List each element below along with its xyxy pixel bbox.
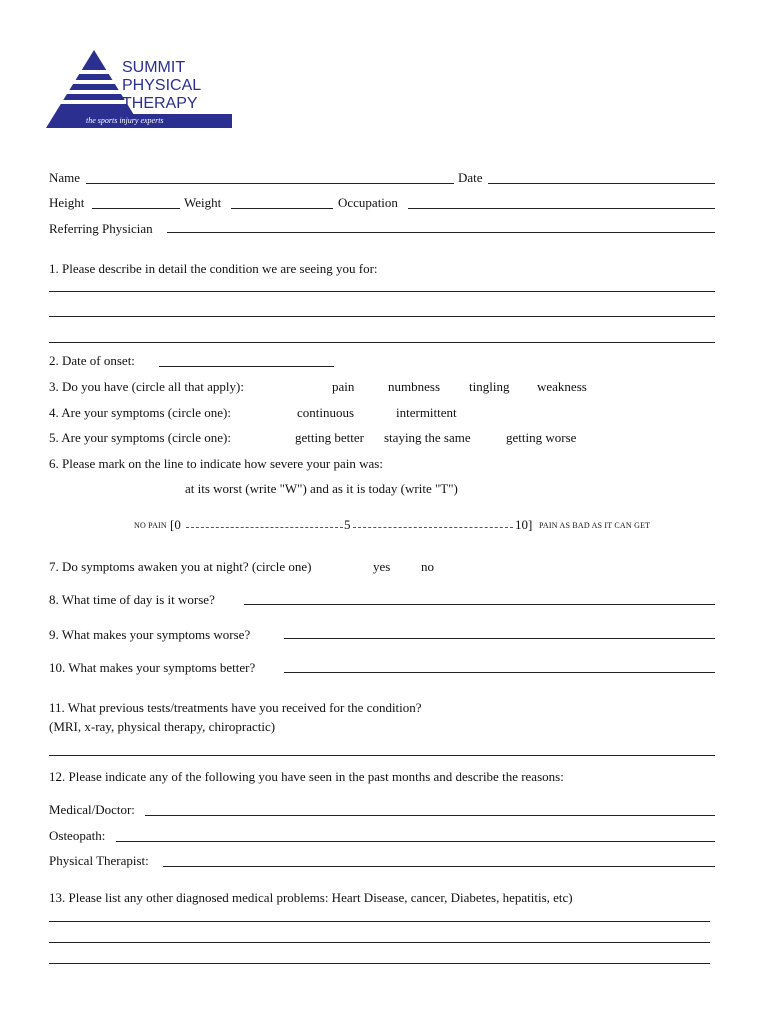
option-getting-better[interactable]: getting better bbox=[295, 430, 364, 445]
pain-scale-line-right[interactable] bbox=[353, 527, 513, 528]
question-2: 2. Date of onset: bbox=[49, 353, 135, 368]
question-12: 12. Please indicate any of the following you have seen in the past months and describe the reasons: bbox=[49, 769, 564, 784]
q9-answer-field[interactable] bbox=[284, 638, 715, 639]
height-field[interactable] bbox=[92, 208, 180, 209]
q1-answer-line-3[interactable] bbox=[49, 342, 715, 343]
q10-answer-field[interactable] bbox=[284, 672, 715, 673]
q1-answer-line-2[interactable] bbox=[49, 316, 715, 317]
medical-doctor-label: Medical/Doctor: bbox=[49, 802, 135, 817]
weight-label: Weight bbox=[184, 195, 222, 210]
scale-start: [0 bbox=[170, 517, 181, 532]
weight-field[interactable] bbox=[231, 208, 333, 209]
scale-midpoint: 5 bbox=[344, 517, 351, 532]
question-1: 1. Please describe in detail the condition we are seeing you for: bbox=[49, 261, 378, 276]
pain-scale-line-left[interactable] bbox=[186, 527, 343, 528]
q13-answer-line-1[interactable] bbox=[49, 921, 710, 922]
q8-answer-field[interactable] bbox=[244, 604, 715, 605]
option-yes[interactable]: yes bbox=[373, 559, 391, 574]
option-numbness[interactable]: numbness bbox=[388, 379, 440, 394]
logo-line-1: SUMMIT bbox=[122, 59, 186, 76]
question-6: 6. Please mark on the line to indicate how severe your pain was: bbox=[49, 456, 383, 471]
occupation-field[interactable] bbox=[408, 208, 715, 209]
height-label: Height bbox=[49, 195, 85, 210]
option-getting-worse[interactable]: getting worse bbox=[506, 430, 577, 445]
physical-therapist-label: Physical Therapist: bbox=[49, 853, 149, 868]
name-field[interactable] bbox=[86, 183, 454, 184]
logo-line-2: PHYSICAL bbox=[122, 77, 202, 94]
q11-answer-field[interactable] bbox=[49, 755, 715, 756]
referring-physician-label: Referring Physician bbox=[49, 221, 153, 236]
scale-max-pain-label: PAIN AS BAD AS IT CAN GET bbox=[539, 521, 651, 530]
date-field[interactable] bbox=[488, 183, 715, 184]
option-intermittent[interactable]: intermittent bbox=[396, 405, 457, 420]
q1-answer-line-1[interactable] bbox=[49, 291, 715, 292]
question-13: 13. Please list any other diagnosed medical problems: Heart Disease, cancer, Diabetes, hepatitis, etc) bbox=[49, 890, 573, 905]
question-4: 4. Are your symptoms (circle one): bbox=[49, 405, 231, 420]
name-label: Name bbox=[49, 170, 81, 185]
question-5: 5. Are your symptoms (circle one): bbox=[49, 430, 231, 445]
osteopath-field[interactable] bbox=[116, 841, 715, 842]
question-10: 10. What makes your symptoms better? bbox=[49, 660, 256, 675]
question-11-subtext: (MRI, x-ray, physical therapy, chiropractic) bbox=[49, 719, 276, 734]
osteopath-label: Osteopath: bbox=[49, 828, 106, 843]
occupation-label: Occupation bbox=[338, 195, 398, 210]
logo-tagline: the sports injury experts bbox=[86, 116, 164, 125]
physical-therapist-field[interactable] bbox=[163, 866, 715, 867]
option-staying-the-same[interactable]: staying the same bbox=[384, 430, 471, 445]
question-6-subtext: at its worst (write "W") and as it is today (write "T") bbox=[185, 481, 458, 496]
question-8: 8. What time of day is it worse? bbox=[49, 592, 215, 607]
question-11: 11. What previous tests/treatments have you received for the condition? bbox=[49, 700, 422, 715]
q13-answer-line-3[interactable] bbox=[49, 963, 710, 964]
question-3: 3. Do you have (circle all that apply): bbox=[49, 379, 244, 394]
date-label: Date bbox=[458, 170, 483, 185]
scale-end: 10] bbox=[515, 517, 533, 532]
scale-no-pain-label: NO PAIN bbox=[134, 521, 167, 530]
q13-answer-line-2[interactable] bbox=[49, 942, 710, 943]
option-tingling[interactable]: tingling bbox=[469, 379, 510, 394]
onset-date-field[interactable] bbox=[159, 366, 334, 367]
logo-line-3: THERAPY bbox=[122, 95, 198, 112]
medical-doctor-field[interactable] bbox=[145, 815, 715, 816]
referring-physician-field[interactable] bbox=[167, 232, 715, 233]
company-logo bbox=[46, 50, 232, 130]
option-continuous[interactable]: continuous bbox=[297, 405, 355, 420]
question-9: 9. What makes your symptoms worse? bbox=[49, 627, 251, 642]
option-no[interactable]: no bbox=[421, 559, 434, 574]
option-pain[interactable]: pain bbox=[332, 379, 355, 394]
question-7: 7. Do symptoms awaken you at night? (circle one) bbox=[49, 559, 312, 574]
option-weakness[interactable]: weakness bbox=[537, 379, 587, 394]
